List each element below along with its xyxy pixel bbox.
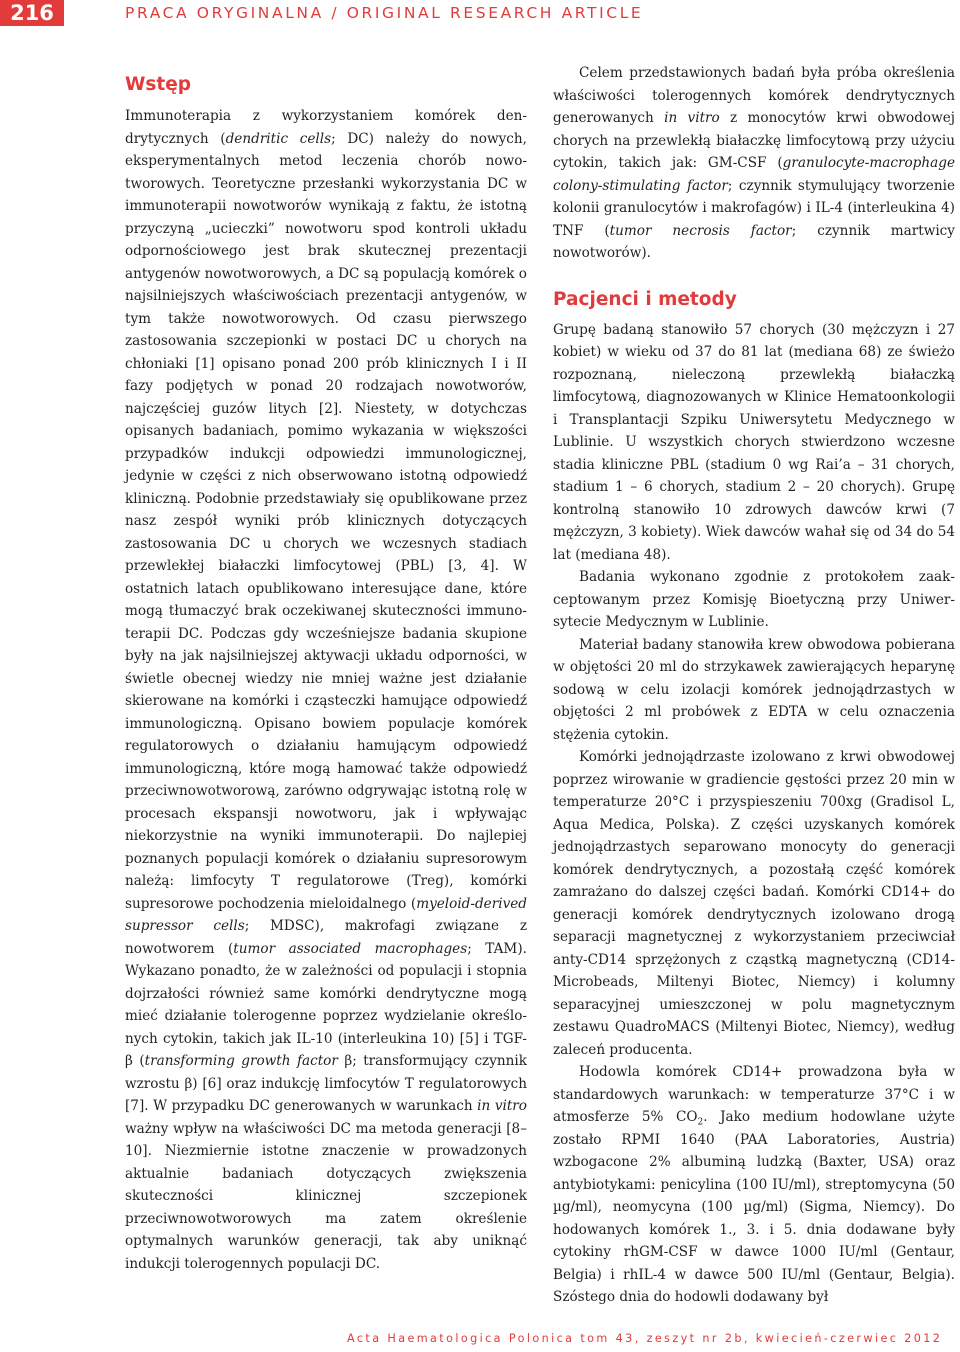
- paragraph: [553, 1061, 955, 1309]
- text-run: ; czynnik stymulujący tworzenie kolonii granulocytów i makrofagów) i IL-4 (interleukina 4) TNF (: [553, 177, 955, 239]
- subscript-text: 2: [697, 1117, 704, 1128]
- text-run: ; TAM). Wykazano ponadto, że w zależności od populacji i stopnia dojrzałości również same komórki dendrytyczne mogą mieć działanie tolerogenne poprzez wydzielanie określonych cytokin, takich jak IL-10 (interleukina 10) [5] i TGF-β (: [125, 940, 527, 1069]
- italic-term: dendritic cells: [225, 130, 332, 147]
- paragraph: [553, 62, 955, 265]
- text-run: ; czynnik martwicy nowotworów).: [553, 222, 955, 261]
- italic-term: myeloid-derived supressor cells: [125, 895, 527, 934]
- text-run: Materiał badany stanowiła krew obwodowa pobierana w objętości 20 ml do strzykawek zawierających heparynę sodową w celu izolacji komórek jednojądrzastych w objętości 2 ml probówek z EDTA w celu oznaczenia stężenia cytokin.: [553, 636, 955, 743]
- methods-body: [553, 319, 955, 1309]
- text-run: . Jako medium hodowlane użyte zostało RPMI 1640 (PAA Laboratories, Austria) wzbogacone 2% albuminą ludzką (Baxter, USA) oraz antybiotykami: penicylina (100 IU/ml), streptomycyna (50 µg/ml), neomycyna (100 µg/ml) (Sigma, Niemcy). Do hodowanych komórek 1., 3. i 5. dnia dodawane były cytokiny rhGM-CSF w dawce 1000 IU/ml (Gentaur, Belgia) i rhIL-4 w dawce 500 IU/ml (Gentaur, Belgia). Szóstego dnia do hodowli dodawany był: [553, 1109, 955, 1305]
- paragraph: [553, 746, 955, 1061]
- text-run: ; MDSC), makrofagi związane z nowotworem (: [125, 918, 527, 957]
- running-head: PRACA ORYGINALNA / ORIGINAL RESEARCH ARTICLE: [125, 4, 644, 22]
- italic-term: in vitro: [664, 110, 720, 126]
- paragraph: [553, 634, 955, 747]
- paragraph: [553, 566, 955, 634]
- text-run: ; DC) należy do nowych, eksperymentalnych metod leczenia chorób nowotworowych. Teoretyczne przesłanki wykorzystania DC w immunoterapii nowotworów wynikają z faktu, że istotną przyczyną „ucieczki” nowotworu spod kontroli układu odpornościowego jest brak skutecznej prezentacji antygenów nowotworowych, a DC są populacją komórek o najsilniejszych właściwościach prezentacji antygenów, w tym także nowotworowych. Od czasu pierwszego zastosowania szczepionki w postaci DC u chorych na chłoniaki [1] opisano ponad 200 prób klinicznych I i II fazy podjętych w ponad 20 rodzajach nowotworów, najczęściej guzów litych [2]. Niestety, w dotychczas opisanych badaniach, pomimo wykazania w większości przypadków indukcji odpowiedzi immunologicznej, jedynie w części z nich obserwowano istotną odpowiedź kliniczną. Podobnie przedstawiały się opublikowane przez nasz zespół wyniki prób klinicznych dotyczących zastosowania DC u chorych we wczesnych stadiach przewlekłej białaczki limfocytowej (PBL) [3, 4]. W ostatnich latach opublikowano interesujące dane, które mogą tłumaczyć brak oczekiwanej skuteczności immunoterapii DC. Podczas gdy wcześniejsze badania skupione były na jak najsilniejszej aktywacji układu odporności, w świetle obecnej wiedzy nie mniej ważne jest działanie skierowane na komórki i cząsteczki hamujące odpowiedź immunologiczną. Opisano bowiem populacje komórek regulatorowych o działaniu hamującym odpowiedź immunologiczną, które mogą hamować także odpowiedź przeciwnowotworową, zarówno odgrywając istotną rolę w procesach ekspansji nowotworu, jak i wpływając niekorzystnie na wyniki immunoterapii. Do najlepiej poznanych populacji komórek o działaniu supresorowym należą: limfocyty T regulatorowe (Treg), komórki supresorowe pochodzenia mieloidalnego (: [125, 130, 527, 912]
- text-run: β; transformujący czynnik wzrostu β) [6] oraz indukcję limfocytów T regulatorowych [7]. W przypadku DC generowanych w warunkach: [125, 1053, 527, 1114]
- page-number: 216: [0, 0, 64, 26]
- section-heading-methods: Pacjenci i metody: [553, 288, 737, 310]
- italic-term: transforming growth factor: [144, 1053, 338, 1069]
- section-heading-introduction: Wstęp: [125, 74, 192, 95]
- text-run: z monocytów krwi obwodowej chorych na przewlekłą białaczkę limfocytową przy użyciu cytokin, takich jak: GM-CSF (: [553, 110, 955, 171]
- journal-footer: Acta Haematologica Polonica tom 43, zeszyt nr 2b, kwiecień-czerwiec 2012: [347, 1332, 943, 1345]
- paragraph: [553, 319, 955, 567]
- paragraph: [125, 105, 527, 1275]
- text-run: Komórki jednojądrzaste izolowano z krwi obwodowej poprzez wirowanie w gradiencie gęstości przez 20 min w temperaturze 20°C i przyspieszeniu 700xg (Gradisol L, Aqua Medica, Polska). Z części uzyskanych komórek jednojądrzastych separowano monocyty do generacji komórek dendrytycznych, a pozostałą część komórek zamrażano do dalszej części badań. Komórki CD14+ do generacji komórek dendrytycznych izolowano drogą separacji magnetycznej z wykorzystaniem przeciwciał anty-CD14 sprzężonych z cząstką magnetyczną (CD14-Microbeads, Miltenyi Biotec, Niemcy) i kolumny separacyjnej umieszczonej w polu magnetycznym zestawu QuadroMACS (Miltenyi Biotec, Niemcy), według zaleceń producenta.: [553, 749, 955, 1058]
- italic-term: granulocyte-macrophage colony-stimulating factor: [553, 155, 955, 194]
- text-run: Celem przedstawionych badań była próba określenia właściwości tolerogennych komórek dendrytycznych generowanych: [553, 65, 955, 126]
- text-run: Grupę badaną stanowiło 57 chorych (30 mężczyzn i 27 kobiet) w wieku od 37 do 81 lat (mediana 68) ze świeżo rozpoznaną, nieleczoną przewlekłą białaczką limfocytową, diagnozowanych w Klinice Hematoonkologii i Transplantacji Szpiku Uniwersytetu Medycznego w Lublinie. U wszystkich chorych stwierdzono wczesne stadia kliniczne PBL (stadium 0 wg Rai’a – 31 chorych, stadium 1 – 6 chorych, stadium 2 – 20 chorych). Grupę kontrolną stanowiło 10 zdrowych dawców krwi (7 mężczyzn, 3 kobiety). Wiek dawców wahał się od 34 do 54 lat (mediana 48).: [553, 321, 955, 563]
- italic-term: tumor necrosis factor: [609, 222, 792, 239]
- italic-term: in vitro: [477, 1098, 527, 1114]
- left-column: [125, 72, 527, 1275]
- aims-body: [553, 62, 955, 265]
- text-run: Badania wykonano zgodnie z protokołem zaakceptowanym przez Komisję Bioetyczną przy Uniwersytecie Medycznym w Lublinie.: [553, 569, 955, 630]
- italic-term: tumor associated macrophages: [233, 940, 468, 957]
- introduction-body: [125, 105, 527, 1275]
- text-run: Hodowla komórek CD14+ prowadzona była w standardowych warunkach: w temperaturze 37°C i w atmosferze 5% CO: [553, 1064, 955, 1125]
- right-column: [553, 62, 955, 1309]
- text-run: Immunoterapia z wykorzystaniem komórek dendrytycznych (: [125, 108, 527, 147]
- text-run: ważny wpływ na właściwości DC ma metoda generacji [8–10]. Niezmiernie istotne znaczenie w prowadzonych aktualnie badaniach dotyczących zwiększenia skuteczności klinicznej szczepionek przeciwnowotworowych ma zatem określenie optymalnych warunków generacji, tak aby uniknąć indukcji tolerogennych populacji DC.: [125, 1120, 527, 1272]
